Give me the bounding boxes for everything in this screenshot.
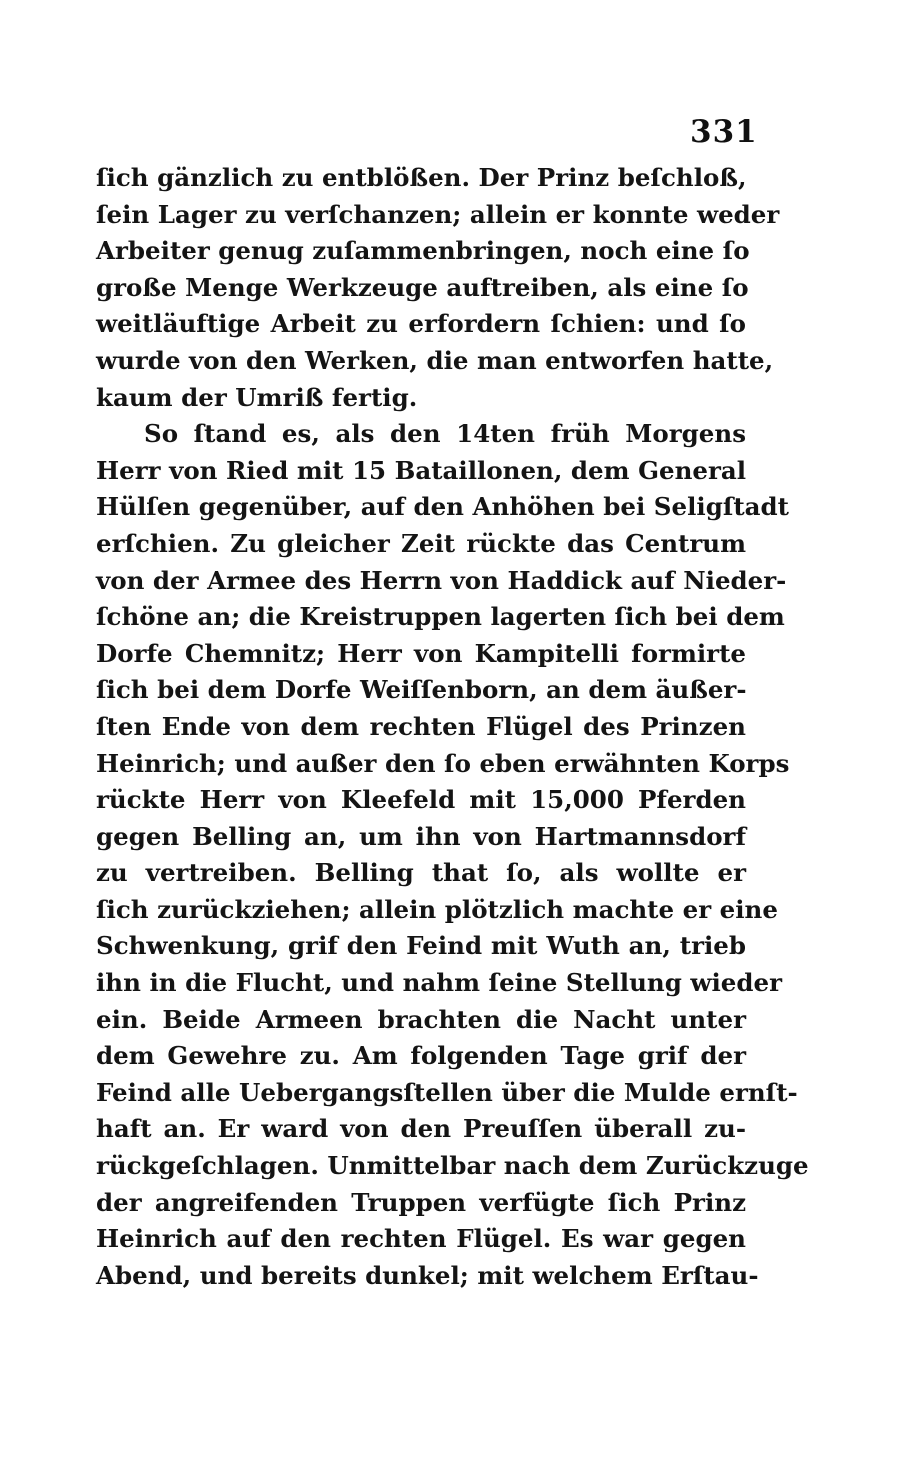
- text-line: ſein Lager zu verſchanzen; allein er konnte weder: [96, 199, 780, 229]
- text-line: Heinrich auf den rechten Flügel. Es war gegen: [96, 1224, 746, 1254]
- text-line: dem Gewehre zu. Am folgenden Tage grif der: [96, 1041, 746, 1071]
- text-line: haft an. Er ward von den Preuſſen überall zu-: [96, 1114, 746, 1144]
- text-line: erſchien. Zu gleicher Zeit rückte das Centrum: [96, 528, 746, 558]
- text-line: große Menge Werkzeuge auftreiben, als eine ſo: [96, 272, 749, 302]
- text-line: wurde von den Werken, die man entworfen hatte,: [96, 345, 774, 375]
- text-line: Abend, und bereits dunkel; mit welchem Erſtau-: [96, 1260, 759, 1290]
- text-line: zu vertreiben. Belling that ſo, als wollte er: [96, 858, 746, 888]
- text-line: weitläuftige Arbeit zu erfordern ſchien: und ſo: [96, 309, 746, 339]
- text-line: rückgeſchlagen. Unmittelbar nach dem Zurückzuge: [96, 1151, 809, 1181]
- text-line: Heinrich; und außer den ſo eben erwähnten Korps: [96, 748, 790, 778]
- text-line: rückte Herr von Kleefeld mit 15,000 Pferden: [96, 785, 746, 815]
- text-line: Feind alle Uebergangsſtellen über die Mulde ernſt-: [96, 1077, 798, 1107]
- text-line: Schwenkung, grif den Feind mit Wuth an, trieb: [96, 931, 746, 961]
- text-line: Hülſen gegenüber, auf den Anhöhen bei Seligſtadt: [96, 492, 789, 522]
- text-line: Dorfe Chemnitz; Herr von Kampitelli formirte: [96, 638, 746, 668]
- text-line: kaum der Umriß fertig.: [96, 382, 418, 412]
- text-line: ſten Ende von dem rechten Flügel des Prinzen: [96, 711, 746, 741]
- text-line: ſchöne an; die Kreistruppen lagerten ſich bei dem: [96, 602, 785, 632]
- body-text: [96, 160, 809, 1294]
- text-line: Arbeiter genug zuſammenbringen, noch eine ſo: [96, 236, 750, 266]
- text-line: ein. Beide Armeen brachten die Nacht unter: [96, 1004, 746, 1034]
- text-line: ſich bei dem Dorfe Weiſſenborn, an dem äußer-: [96, 675, 747, 705]
- text-line: gegen Belling an, um ihn von Hartmannsdorf: [96, 821, 746, 851]
- text-line: ihn in die Flucht, und nahm ſeine Stellung wieder: [96, 968, 782, 998]
- text-line: von der Armee des Herrn von Haddick auf Nieder-: [96, 565, 787, 595]
- text-line: Herr von Ried mit 15 Bataillonen, dem General: [96, 455, 747, 485]
- text-line: ſich gänzlich zu entblößen. Der Prinz beſchloß,: [96, 163, 747, 192]
- text-line: der angreifenden Truppen verfügte ſich Prinz: [96, 1187, 746, 1217]
- page-number: 331: [690, 114, 758, 150]
- text-line: ſich zurückziehen; allein plötzlich machte er eine: [96, 894, 778, 924]
- paragraph-start-line: So ſtand es, als den 14ten früh Morgens: [144, 419, 746, 449]
